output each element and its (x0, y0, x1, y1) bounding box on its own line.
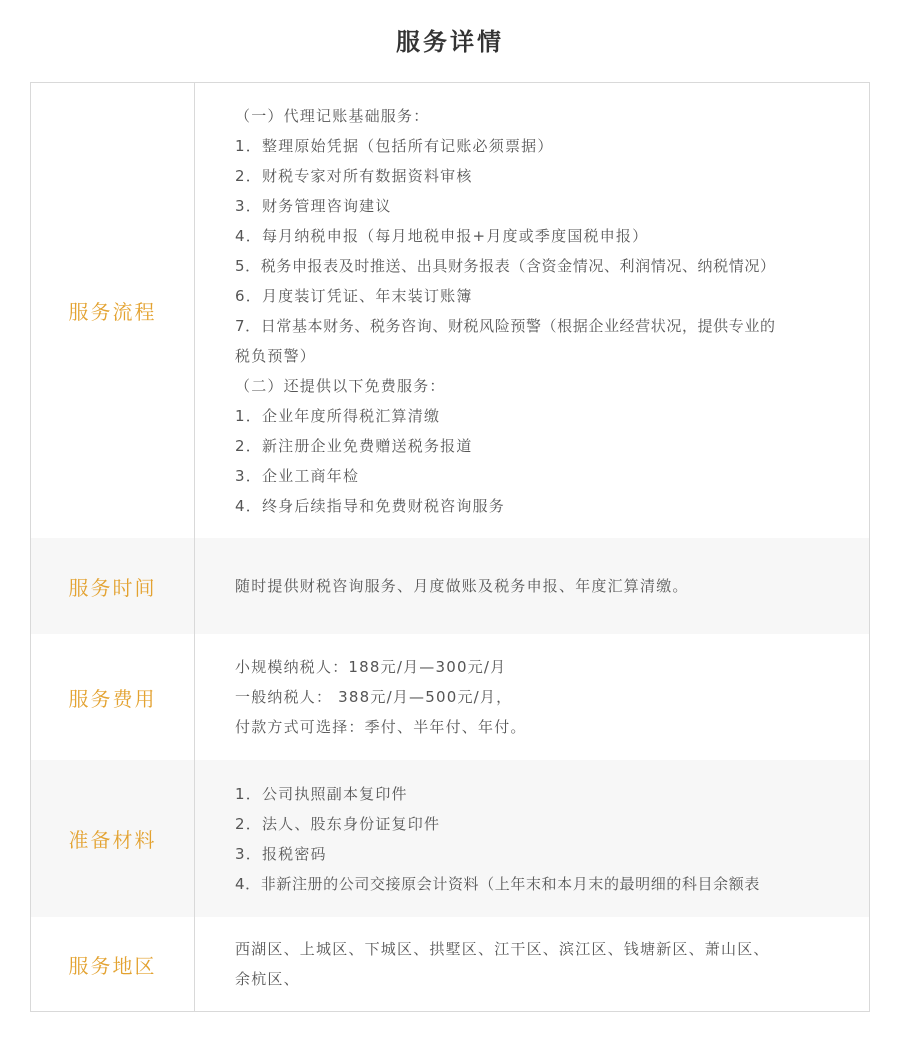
content-line: 3．财务管理咨询建议 (235, 196, 392, 215)
row-label: 服务地区 (31, 917, 195, 1011)
content-line: 1．整理原始凭据（包括所有记账必须票据） (235, 136, 554, 155)
row-label: 服务时间 (31, 538, 195, 634)
content-line: 余杭区、 (235, 970, 300, 988)
row-service-process (31, 83, 869, 538)
content-line: （一）代理记账基础服务： (235, 106, 430, 125)
row-content (195, 538, 869, 634)
content-line: 4．终身后续指导和免费财税咨询服务 (235, 496, 505, 515)
content-line: 4．每月纳税申报（每月地税申报+月度或季度国税申报） (235, 226, 649, 245)
content-line: 1．公司执照副本复印件 (235, 784, 408, 803)
content-line: 小规模纳税人：188元/月—300元/月 (235, 658, 507, 676)
service-details-table (30, 82, 870, 1012)
row-content (195, 634, 869, 760)
content-line: 2．法人、股东身份证复印件 (235, 814, 441, 833)
content-line: 1．企业年度所得税汇算清缴 (235, 406, 441, 425)
content-line: 西湖区、上城区、下城区、拱墅区、江干区、滨江区、钱塘新区、萧山区、 (235, 940, 770, 958)
content-line: （二）还提供以下免费服务： (235, 376, 446, 395)
content-line: 7．日常基本财务、税务咨询、财税风险预警（根据企业经营状况，提供专业的 (235, 316, 776, 335)
row-required-materials (31, 760, 869, 917)
page-title: 服务详情 (396, 28, 504, 56)
row-content (195, 760, 869, 917)
content-line: 3．报税密码 (235, 844, 327, 863)
content-line: 4．非新注册的公司交接原会计资料（上年末和本月末的最明细的科目余额表 (235, 874, 760, 893)
content-line: 税负预警） (235, 346, 317, 365)
row-content (195, 917, 869, 1011)
content-line: 6．月度装订凭证、年末装订账簿 (235, 286, 473, 305)
content-line: 2．新注册企业免费赠送税务报道 (235, 436, 473, 455)
row-label: 服务流程 (31, 83, 195, 538)
content-line: 一般纳税人： 388元/月—500元/月， (235, 688, 513, 706)
row-service-fee (31, 634, 869, 760)
content-line: 2．财税专家对所有数据资料审核 (235, 166, 473, 185)
content-line: 付款方式可选择：季付、半年付、年付。 (235, 718, 527, 736)
content-line: 3．企业工商年检 (235, 466, 360, 485)
row-service-time (31, 538, 869, 634)
content-line: 随时提供财税咨询服务、月度做账及税务申报、年度汇算清缴。 (235, 577, 689, 595)
row-label: 准备材料 (31, 760, 195, 917)
content-line: 5．税务申报表及时推送、出具财务报表（含资金情况、利润情况、纳税情况） (235, 256, 776, 275)
row-content (195, 83, 869, 538)
row-service-area (31, 917, 869, 1011)
row-label: 服务费用 (31, 634, 195, 760)
